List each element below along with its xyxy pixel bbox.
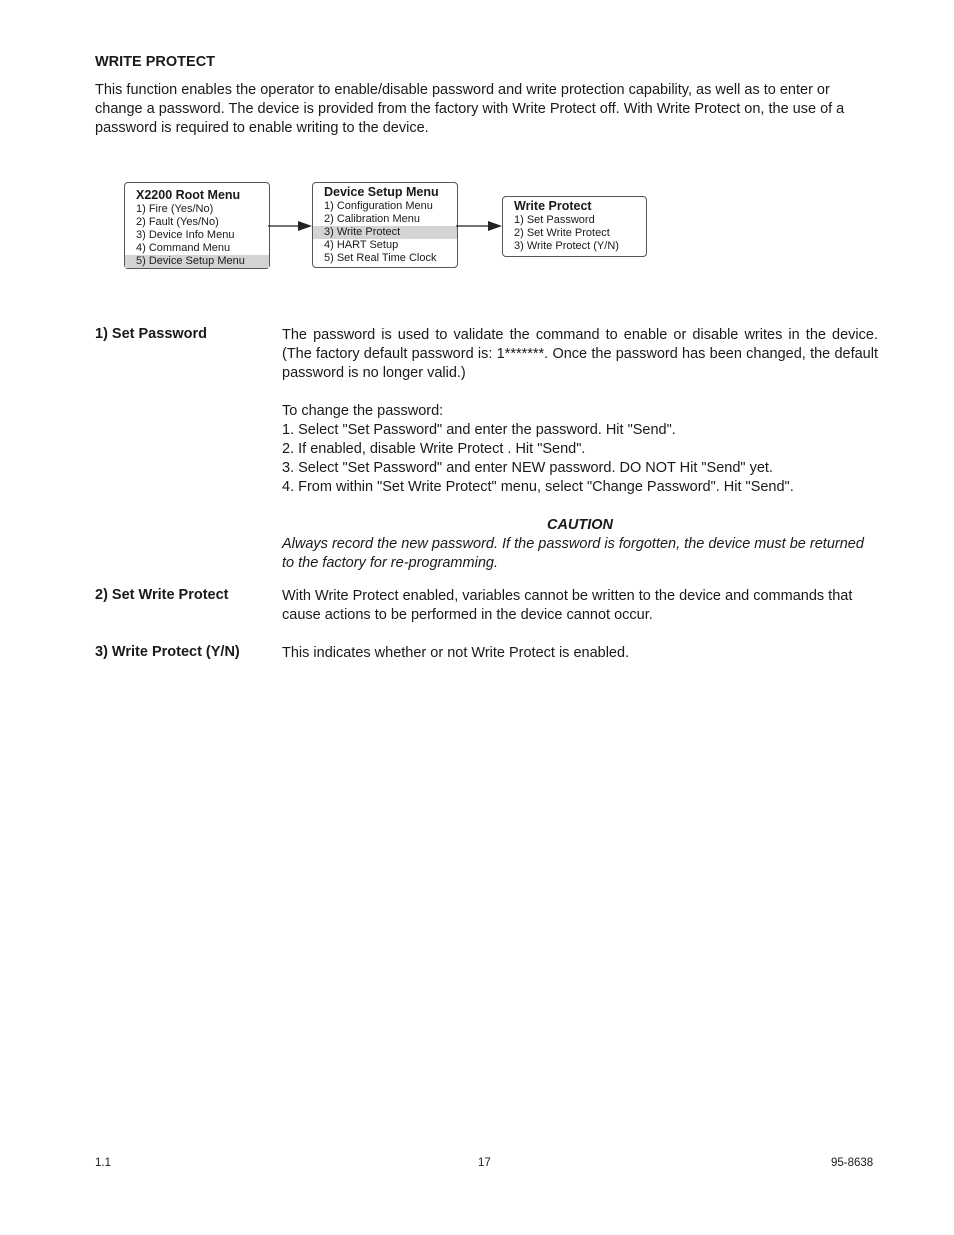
footer-revision: 1.1 <box>95 1157 111 1169</box>
write-protect-menu-item: 2) Set Write Protect <box>514 227 610 239</box>
set-write-protect-description: With Write Protect enabled, variables cannot be written to the device and commands that cause actions to be performed in the device cannot occur. <box>282 588 853 623</box>
caution-heading: CAUTION <box>546 517 614 533</box>
section-title: WRITE PROTECT <box>95 54 216 70</box>
write-protect-menu-title: Write Protect <box>514 199 592 213</box>
caution-text: Always record the new password. If the password is forgotten, the device must be returned to the factory for re-programming. <box>282 536 864 571</box>
arrow-right-icon <box>456 220 502 232</box>
write-protect-yn-label: 3) Write Protect (Y/N) <box>95 644 240 660</box>
password-step: 3. Select "Set Password" and enter NEW password. DO NOT Hit "Send" yet. <box>282 460 773 476</box>
footer-page-number: 17 <box>478 1157 491 1169</box>
set-password-label: 1) Set Password <box>95 326 208 342</box>
set-write-protect-section <box>282 587 878 625</box>
write-protect-yn-section <box>282 644 878 663</box>
root-menu-box <box>124 182 270 269</box>
steps-intro: To change the password: <box>282 403 444 419</box>
device-setup-menu-title: Device Setup Menu <box>324 185 439 199</box>
setup-menu-item: 4) HART Setup <box>324 239 399 251</box>
root-menu-item: 1) Fire (Yes/No) <box>136 203 214 215</box>
root-menu-item: 3) Device Info Menu <box>136 229 235 241</box>
write-protect-menu-box <box>502 196 647 257</box>
setup-menu-item: 2) Calibration Menu <box>324 213 420 225</box>
setup-menu-item: 1) Configuration Menu <box>324 200 433 212</box>
setup-menu-item-selected: 3) Write Protect <box>313 226 457 239</box>
write-protect-menu-item: 3) Write Protect (Y/N) <box>514 240 619 252</box>
write-protect-menu-list <box>503 214 646 253</box>
footer-doc-number: 95-8638 <box>831 1157 874 1169</box>
password-steps-list <box>282 421 878 497</box>
set-password-section <box>282 326 878 573</box>
root-menu-item: 2) Fault (Yes/No) <box>136 216 219 228</box>
root-menu-title: X2200 Root Menu <box>136 188 241 202</box>
password-step: 1. Select "Set Password" and enter the password. Hit "Send". <box>282 422 676 438</box>
set-password-description: The password is used to validate the command to enable or disable writes in the device. (The factory default password is: 1*******. Once the password has been changed, the default password is no longer valid.) <box>282 327 878 381</box>
setup-menu-item: 5) Set Real Time Clock <box>324 252 437 264</box>
set-write-protect-label: 2) Set Write Protect <box>95 587 229 603</box>
password-step: 2. If enabled, disable Write Protect . Hit "Send". <box>282 441 586 457</box>
password-step: 4. From within "Set Write Protect" menu, select "Change Password". Hit "Send". <box>282 479 794 495</box>
arrow-right-icon <box>268 220 312 232</box>
device-setup-menu-box <box>312 182 458 268</box>
root-menu-item-selected: 5) Device Setup Menu <box>125 255 269 268</box>
intro-paragraph: This function enables the operator to enable/disable password and write protection capability, as well as to enter or change a password. The device is provided from the factory with Write Protect off. With Write Protect on, the use of a password is required to enable writing to the device. <box>95 82 845 136</box>
write-protect-yn-description: This indicates whether or not Write Protect is enabled. <box>282 645 630 661</box>
root-menu-list <box>125 203 269 268</box>
write-protect-menu-item: 1) Set Password <box>514 214 595 226</box>
device-setup-menu-list <box>313 200 457 265</box>
root-menu-item: 4) Command Menu <box>136 242 231 254</box>
